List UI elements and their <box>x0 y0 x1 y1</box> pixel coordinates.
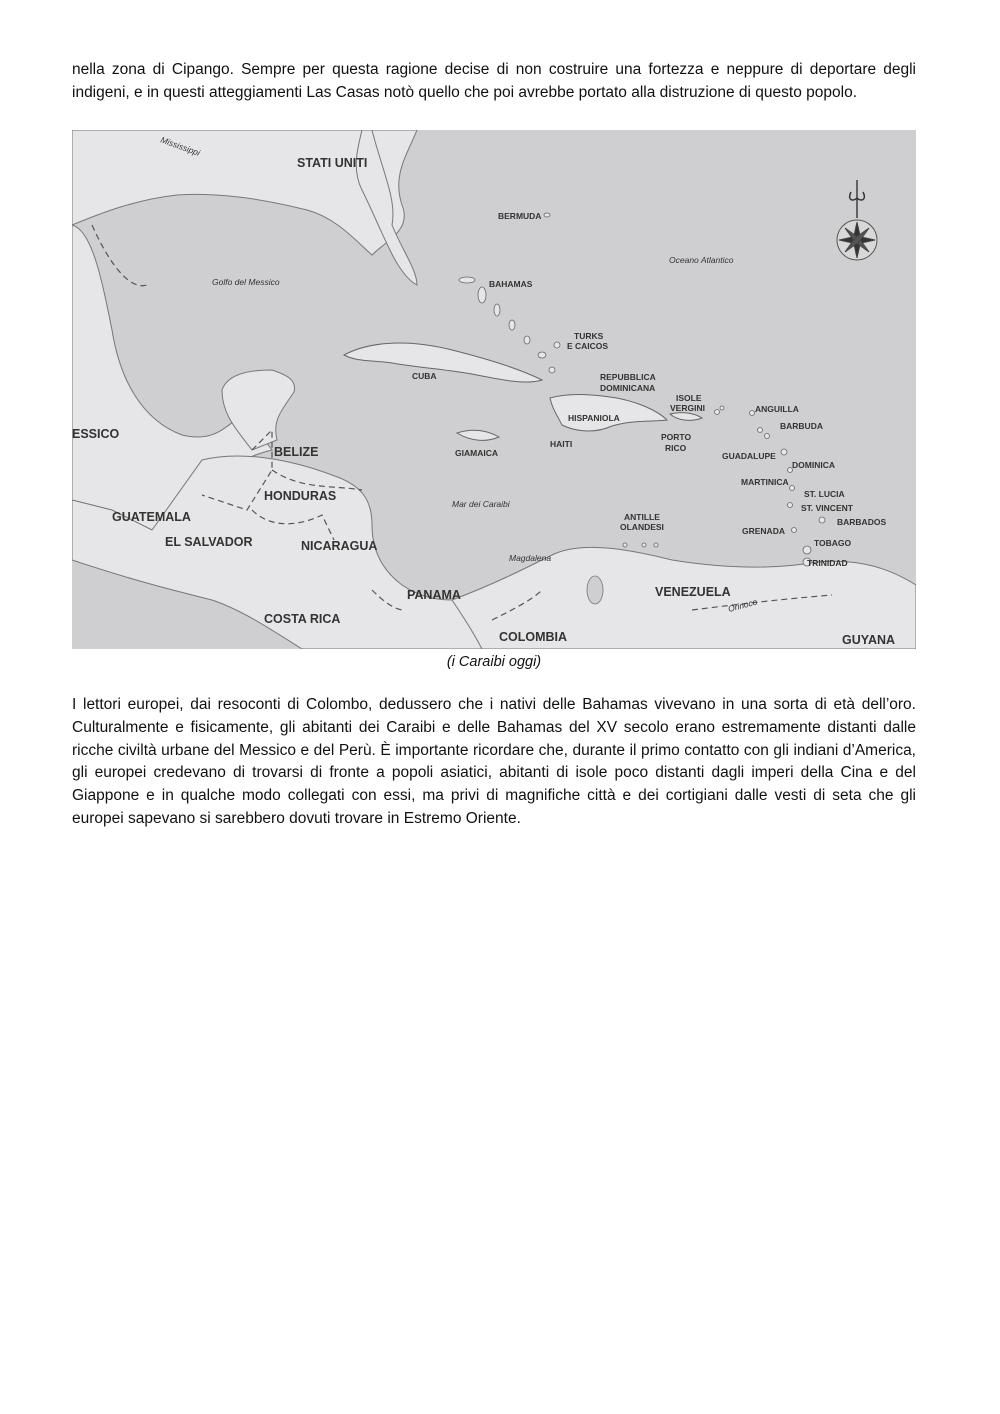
label-antille-1: ANTILLE <box>624 512 660 522</box>
label-turks-2: E CAICOS <box>567 341 609 351</box>
lake-maracaibo <box>587 576 603 604</box>
label-golfo: Golfo del Messico <box>212 277 280 287</box>
label-stati-uniti: STATI UNITI <box>297 156 368 170</box>
label-el-salvador: EL SALVADOR <box>165 535 253 549</box>
label-barbuda: BARBUDA <box>780 421 823 431</box>
label-st-vincent: ST. VINCENT <box>801 503 853 513</box>
label-rep-1: REPUBBLICA <box>600 372 656 382</box>
label-hispaniola: HISPANIOLA <box>568 413 620 423</box>
label-barbados: BARBADOS <box>837 517 887 527</box>
label-st-lucia: ST. LUCIA <box>804 489 845 499</box>
label-cuba: CUBA <box>412 371 437 381</box>
label-haiti: HAITI <box>550 439 573 449</box>
label-guatemala: GUATEMALA <box>112 510 191 524</box>
label-venezuela: VENEZUELA <box>655 585 731 599</box>
label-vergini-1: ISOLE <box>676 393 702 403</box>
label-portorico-1: PORTO <box>661 432 692 442</box>
label-grenada: GRENADA <box>742 526 785 536</box>
label-guadalupe: GUADALUPE <box>722 451 776 461</box>
label-nicaragua: NICARAGUA <box>301 539 378 553</box>
caribbean-map <box>72 130 916 649</box>
label-costa-rica: COSTA RICA <box>264 612 341 626</box>
label-martinica: MARTINICA <box>741 477 789 487</box>
label-messico: ESSICO <box>72 427 120 441</box>
label-portorico-2: RICO <box>665 443 687 453</box>
label-atlantico: Oceano Atlantico <box>669 255 734 265</box>
label-trinidad: TRINIDAD <box>807 558 848 568</box>
label-turks-1: TURKS <box>574 331 604 341</box>
label-belize: BELIZE <box>274 445 319 459</box>
label-rep-2: DOMINICANA <box>600 383 656 393</box>
label-magdalena: Magdalena <box>509 553 552 563</box>
label-dominica: DOMINICA <box>792 460 835 470</box>
label-vergini-2: VERGINI <box>670 403 705 413</box>
label-tobago: TOBAGO <box>814 538 852 548</box>
label-orinoco: Orinoco <box>726 596 759 614</box>
map-caption: (i Caraibi oggi) <box>446 654 542 670</box>
label-anguilla: ANGUILLA <box>755 404 799 414</box>
paragraph-main: I lettori europei, dai resoconti di Colombo, dedussero che i nativi delle Bahamas vivevano in una sorta di età dell’oro. Culturalmente e fisicamente, gli abitanti dei Caraibi e delle Bahamas del XV secolo erano estremamente distanti dalle ricche civiltà urbane del Messico e del Perù. È importante ricordare che, durante il primo contatto con gli indiani d’America, gli europei credevano di trovarsi di fronte a popoli asiatici, abitanti di isole poco distanti dagli imperi della Cina e del Giappone e in qualche modo collegati con essi, ma privi di magnifiche città e dei cortigiani dalle vesti di seta che gli europei sapevano si sarebbero dovuti trovare in Estremo Oriente. <box>72 696 916 827</box>
label-mississippi: Mississippi <box>159 134 202 158</box>
label-guyana: GUYANA <box>842 633 896 647</box>
label-colombia: COLOMBIA <box>499 630 568 644</box>
label-antille-2: OLANDESI <box>620 522 664 532</box>
label-honduras: HONDURAS <box>264 489 337 503</box>
label-giamaica: GIAMAICA <box>455 448 498 458</box>
label-caraibi: Mar dei Caraibi <box>452 499 510 509</box>
label-bahamas: BAHAMAS <box>489 279 533 289</box>
label-panama: PANAMA <box>407 588 461 602</box>
paragraph-intro: nella zona di Cipango. Sempre per questa ragione decise di non costruire una fortezza e neppure di deportare degli indigeni, e in questi atteggiamenti Las Casas notò quello che poi avrebbe portato alla distruzione di questo popolo. <box>72 61 916 101</box>
label-bermuda: BERMUDA <box>498 211 542 221</box>
